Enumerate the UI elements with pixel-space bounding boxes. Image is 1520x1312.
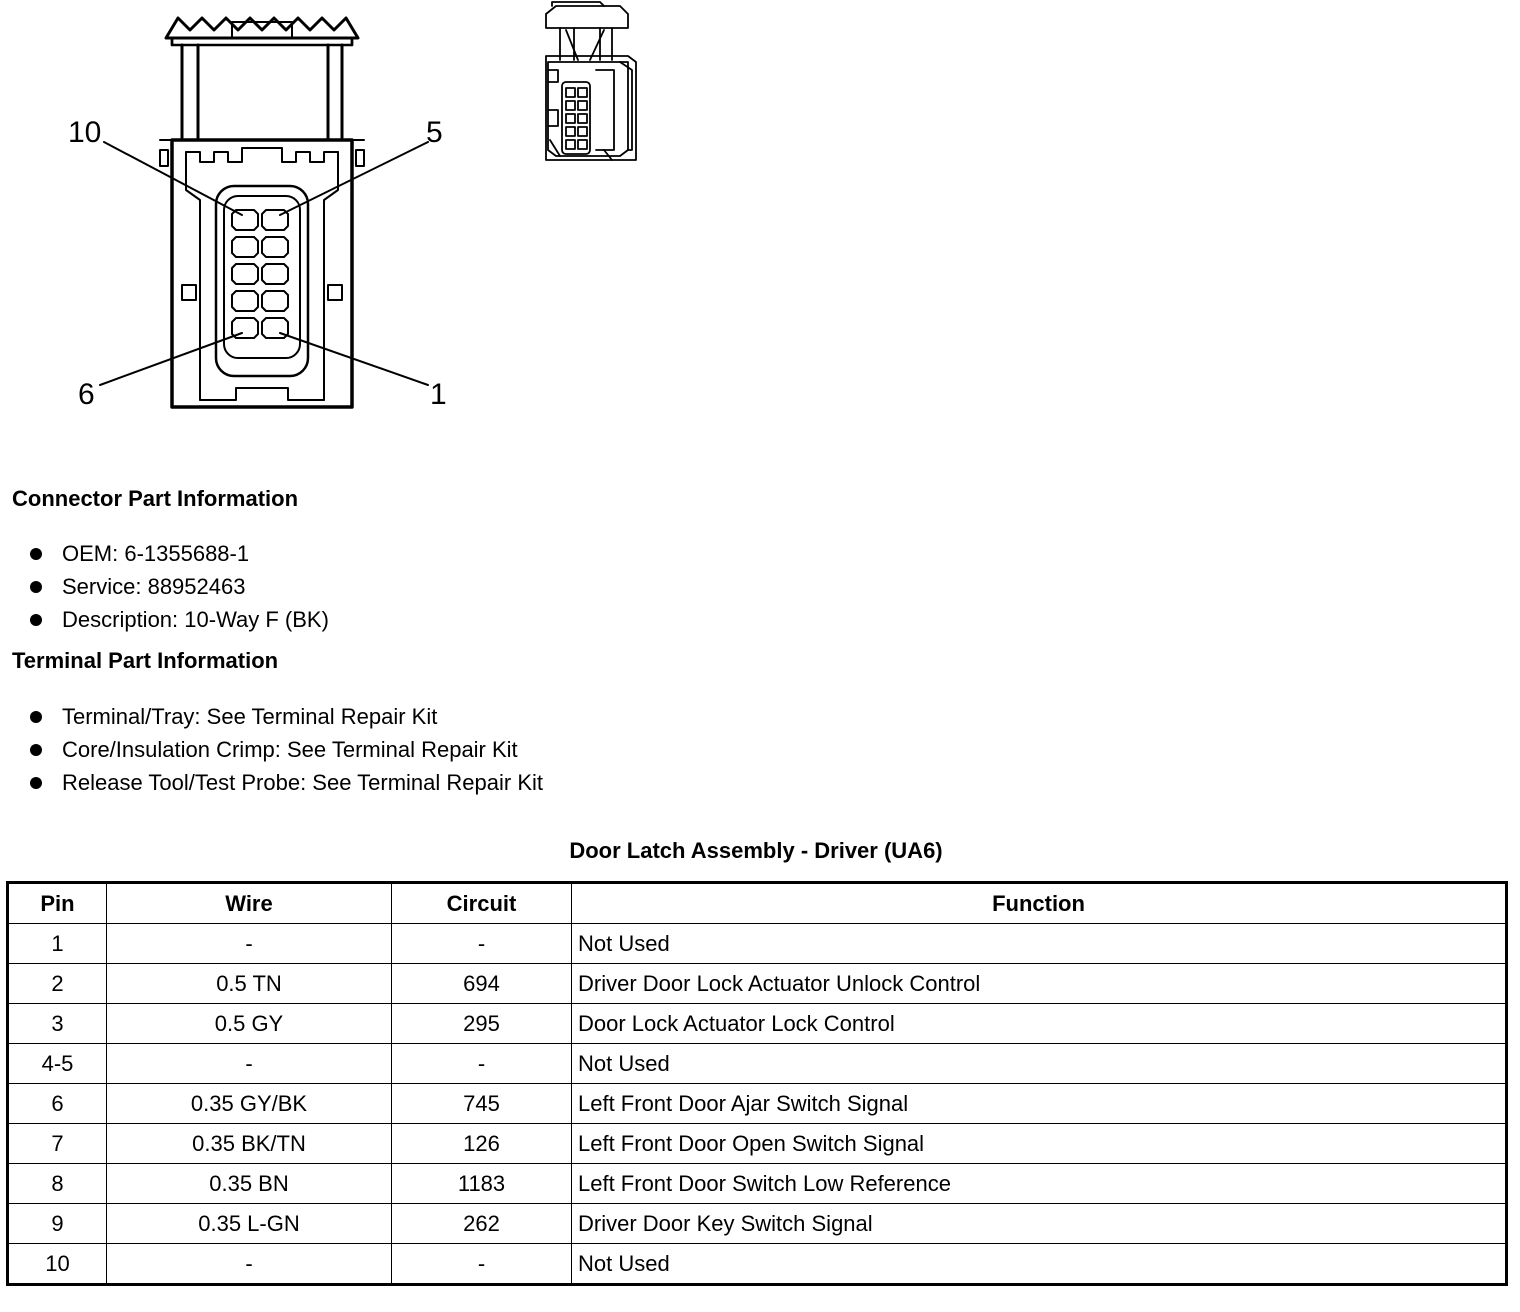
bullet-icon (30, 548, 42, 560)
table-row (8, 1164, 1507, 1204)
cell-circuit: 262 (392, 1204, 572, 1244)
pin-label-6: 6 (78, 378, 95, 411)
list-item: OEM: 6-1355688-1 (28, 537, 329, 570)
list-item: Terminal/Tray: See Terminal Repair Kit (28, 700, 543, 733)
bullet-icon (30, 711, 42, 723)
cell-circuit: 126 (392, 1124, 572, 1164)
cell-pin: 10 (8, 1244, 107, 1285)
cell-function: Driver Door Key Switch Signal (572, 1204, 1507, 1244)
cell-function: Left Front Door Open Switch Signal (572, 1124, 1507, 1164)
pin-leader-lines (100, 142, 428, 385)
cell-wire: - (107, 924, 392, 964)
connector-face-view (100, 18, 428, 407)
cell-function: Not Used (572, 1244, 1507, 1285)
pinout-table (6, 881, 1508, 1286)
table-header-row (8, 883, 1507, 924)
table-row (8, 924, 1507, 964)
cell-pin: 3 (8, 1004, 107, 1044)
table-row (8, 1124, 1507, 1164)
cell-function: Not Used (572, 924, 1507, 964)
table-title: Door Latch Assembly - Driver (UA6) (569, 838, 943, 863)
cell-pin: 8 (8, 1164, 107, 1204)
table-row (8, 964, 1507, 1004)
cell-circuit: 745 (392, 1084, 572, 1124)
cell-wire: 0.5 GY (107, 1004, 392, 1044)
cell-wire: 0.35 BK/TN (107, 1124, 392, 1164)
cell-function: Left Front Door Ajar Switch Signal (572, 1084, 1507, 1124)
bullet-icon (30, 581, 42, 593)
cell-circuit: - (392, 924, 572, 964)
cell-wire: 0.5 TN (107, 964, 392, 1004)
cell-wire: 0.35 L-GN (107, 1204, 392, 1244)
cell-pin: 7 (8, 1124, 107, 1164)
table-row (8, 1044, 1507, 1084)
cell-wire: - (107, 1244, 392, 1285)
cell-function: Not Used (572, 1044, 1507, 1084)
table-row (8, 1244, 1507, 1285)
cell-circuit: - (392, 1244, 572, 1285)
table-row (8, 1004, 1507, 1044)
terminal-info-heading: Terminal Part Information (12, 648, 279, 673)
connector-iso-view (546, 2, 636, 160)
table-row (8, 1204, 1507, 1244)
pin-label-5: 5 (426, 116, 443, 149)
cell-circuit: 694 (392, 964, 572, 1004)
column-header-circuit: Circuit (392, 883, 572, 924)
cell-pin: 4-5 (8, 1044, 107, 1084)
cell-pin: 2 (8, 964, 107, 1004)
column-header-wire: Wire (107, 883, 392, 924)
list-item: Description: 10-Way F (BK) (28, 603, 329, 636)
terminal-info-list (28, 700, 543, 799)
cell-wire: - (107, 1044, 392, 1084)
cell-function: Left Front Door Switch Low Reference (572, 1164, 1507, 1204)
list-item: Release Tool/Test Probe: See Terminal Repair Kit (28, 766, 543, 799)
connector-diagram (0, 0, 700, 420)
terminal-cavities (232, 210, 288, 338)
table-row (8, 1084, 1507, 1124)
connector-info-heading: Connector Part Information (12, 486, 299, 511)
bullet-icon (30, 777, 42, 789)
column-header-pin: Pin (8, 883, 107, 924)
connector-info-list (28, 537, 329, 636)
pin-label-10: 10 (68, 116, 102, 149)
cell-wire: 0.35 GY/BK (107, 1084, 392, 1124)
cell-circuit: 295 (392, 1004, 572, 1044)
cell-function: Door Lock Actuator Lock Control (572, 1004, 1507, 1044)
column-header-function: Function (572, 883, 1507, 924)
list-item: Service: 88952463 (28, 570, 329, 603)
cell-circuit: - (392, 1044, 572, 1084)
cell-pin: 6 (8, 1084, 107, 1124)
cell-pin: 1 (8, 924, 107, 964)
cell-circuit: 1183 (392, 1164, 572, 1204)
cell-wire: 0.35 BN (107, 1164, 392, 1204)
cell-function: Driver Door Lock Actuator Unlock Control (572, 964, 1507, 1004)
pin-label-1: 1 (430, 378, 447, 411)
list-item: Core/Insulation Crimp: See Terminal Repair Kit (28, 733, 543, 766)
bullet-icon (30, 744, 42, 756)
cell-pin: 9 (8, 1204, 107, 1244)
bullet-icon (30, 614, 42, 626)
